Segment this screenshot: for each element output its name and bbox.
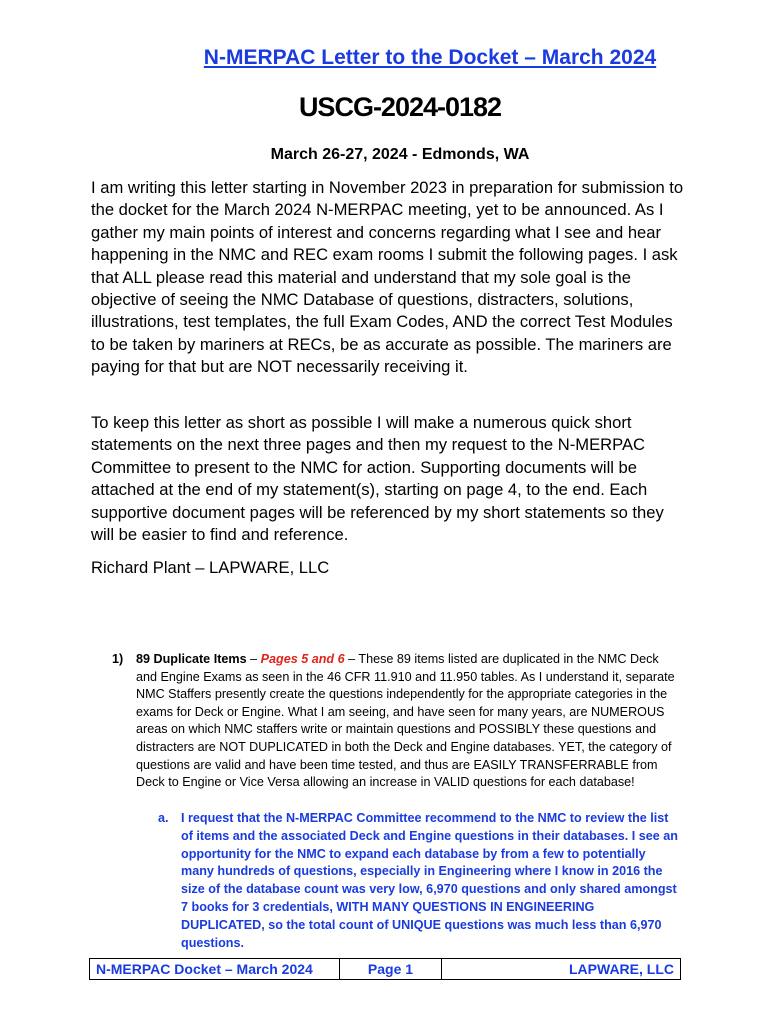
list-item-number: 1) bbox=[112, 652, 124, 666]
page-footer bbox=[89, 958, 681, 980]
letter-paragraph-2: To keep this letter as short as possible I will make a numerous quick short statements on the next three pages and then my request to the N-MERPAC Committee to present to the NMC for action. Supporting documents will be attached at the end of my statement(s), starting on page 4, to the end. Each supportive document pages will be referenced by my short statements so they will be easier to find and reference. bbox=[91, 413, 664, 545]
list-item-1 bbox=[112, 651, 682, 792]
footer-left: N-MERPAC Docket – March 2024 bbox=[90, 959, 340, 979]
item-lead: 89 Duplicate Items bbox=[136, 652, 247, 666]
letter-paragraph-1: I am writing this letter starting in November 2023 in preparation for submission to the docket for the March 2024 N-MERPAC meeting, yet to be announced. As I gather my main points of interest and concerns regarding what I see and hear happening in the NMC and REC exam rooms I submit the following pages. I ask that ALL please read this material and understand that my sole goal is the objective of seeing the NMC Database of questions, distracters, solutions, illustrations, test templates, the full Exam Codes, AND the correct Test Modules to be taken by mariners at RECs, be as accurate as possible. The mariners are paying for that but are NOT necessarily receiving it. bbox=[91, 178, 684, 377]
item-dash: – bbox=[246, 652, 261, 666]
sub-item-label: a. bbox=[158, 811, 169, 825]
docket-id: USCG-2024-0182 bbox=[298, 92, 502, 122]
letter-signature: Richard Plant – LAPWARE, LLC bbox=[91, 558, 330, 577]
footer-right: LAPWARE, LLC bbox=[569, 961, 674, 977]
footer-page-number: Page 1 bbox=[340, 959, 442, 979]
list-item-body bbox=[136, 651, 682, 792]
meeting-date-location: March 26-27, 2024 - Edmonds, WA bbox=[270, 146, 530, 163]
pages-reference: Pages 5 and 6 bbox=[260, 652, 345, 666]
item-text: – These 89 items listed are duplicated in the NMC Deck and Engine Exams as seen in the 46 CFR 11.910 and 11.950 tables. As I understand it, separate NMC Staffers presently create the questions independently for the appropriate categories in the exams for Deck or Engine. What I am seeing, and have seen for many years, are NUMEROUS areas on which NMC staffers write or maintain questions and POSSIBLY these questions and distracters are NOT DUPLICATED in both the Deck and Engine databases. YET, the category of questions are valid and have been time tested, and thus are EASILY TRANSFERRABLE from Deck to Engine or Vice Versa allowing an increase in VALID questions for each database! bbox=[136, 652, 675, 790]
sub-item-text: I request that the N-MERPAC Committee recommend to the NMC to review the list of items and the associated Deck and Engine questions in their databases. I see an opportunity for the NMC to expand each database by from a few to potentially many hundreds of questions, especially in Engineering where I know in 2016 the size of the database count was very low, 6,970 questions and only shared amongst 7 books for 3 credentials, WITH MANY QUESTIONS IN ENGINEERING DUPLICATED, so the total count of UNIQUE questions was much less than 6,970 questions. bbox=[181, 811, 678, 950]
sub-item-a bbox=[158, 810, 678, 952]
document-title: N-MERPAC Letter to the Docket – March 2024 bbox=[203, 46, 657, 69]
